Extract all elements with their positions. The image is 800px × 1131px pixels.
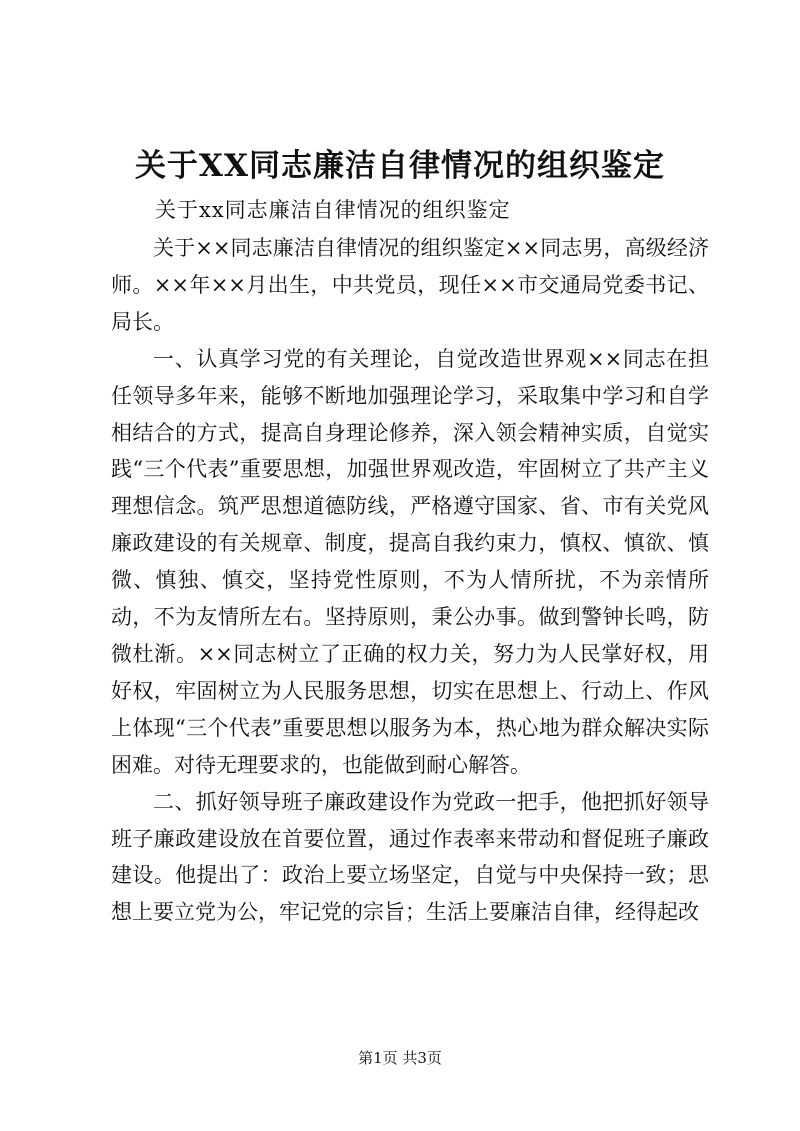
paragraph-section-1: 一、认真学习党的有关理论，自觉改造世界观××同志在担任领导多年来，能够不断地加强理论学习，采取集中学习和自学相结合的方式，提高自身理论修养，深入领会精神实质，自觉实践“三个代表”重要思想，加强世界观改造，牢固树立了共产主义理想信念。筑严思想道德防线，严格遵守国家、省、市有关党风廉政建设的有关规章、制度，提高自我约束力，慎权、慎欲、慎微、慎独、慎交，坚持党性原则，不为人情所扰，不为亲情所动，不为友情所左右。坚持原则，秉公办事。做到警钟长鸣，防微杜渐。××同志树立了正确的权力关，努力为人民掌好权，用好权，牢固树立为人民服务思想，切实在思想上、行动上、作风上体现“三个代表”重要思想以服务为本，热心地为群众解决实际困难。对待无理要求的，也能做到耐心解答。 — [111, 346, 709, 777]
document-subtitle: 关于xx同志廉洁自律情况的组织鉴定 — [155, 198, 511, 222]
paragraph-section-2: 二、抓好领导班子廉政建设作为党政一把手，他把抓好领导班子廉政建设放在首要位置，通过作表率来带动和督促班子廉政建设。他提出了：政治上要立场坚定，自觉与中央保持一致；思想上要立党为公，牢记党的宗旨；生活上要廉洁自律，经得起改 — [111, 789, 709, 925]
document-title: 关于XX同志廉洁自律情况的组织鉴定 — [134, 148, 666, 184]
page-number-footer: 第1页 共3页 — [358, 1049, 442, 1067]
paragraph-intro: 关于××同志廉洁自律情况的组织鉴定××同志男，高级经济师。××年××月出生，中共党员，现任××市交通局党委书记、局长。 — [111, 236, 709, 334]
document-body — [111, 230, 709, 931]
